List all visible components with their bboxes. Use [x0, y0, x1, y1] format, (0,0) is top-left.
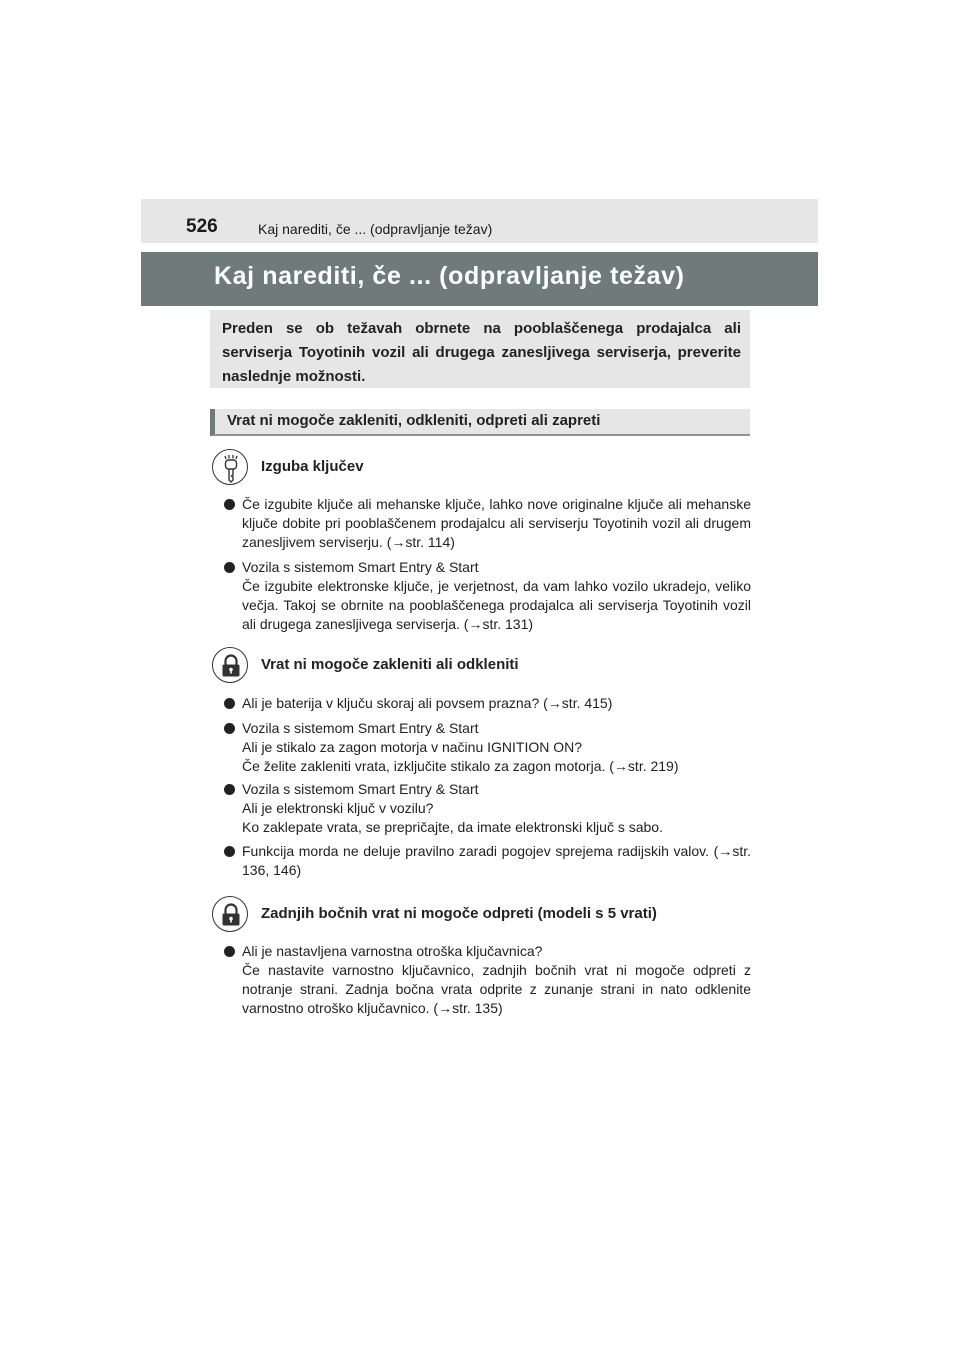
bullet-dot — [224, 946, 235, 957]
subsection-title: Izguba ključev — [261, 458, 364, 475]
key-icon — [212, 449, 248, 485]
bullet-text: Ali je nastavljena varnostna otroška ključavnica? Če nastavite varnostno ključavnico, zadnjih bočnih vrat ni mogoče odpreti z notranje strani. Zadnja bočna vrata odprite z zunanje strani in nato odklenite varnostno otroško ključavnico. (→str. 135) — [242, 943, 751, 1016]
bullet-dot — [224, 723, 235, 734]
bullet-text: Vozila s sistemom Smart Entry & Start Ali je elektronski ključ v vozilu? Ko zaklepate vrata, se prepričajte, da imate elektronski ključ s sabo. — [242, 781, 663, 835]
running-title: Kaj narediti, če ... (odpravljanje težav) — [258, 221, 493, 237]
intro-note: Preden se ob težavah obrnete na pooblaščenega prodajalca ali serviserja Toyotinih vozil ali drugega zanesljivega serviserja, preverite naslednje možnosti. — [210, 310, 750, 388]
padlock-icon — [212, 647, 248, 683]
bullet-dot — [224, 784, 235, 795]
bullet-text: Vozila s sistemom Smart Entry & Start Ali je stikalo za zagon motorja v načinu IGNITION ON? Če želite zakleniti vrata, izključite stikalo za zagon motorja. (→str. 219) — [242, 720, 679, 774]
bullet-dot — [224, 846, 235, 857]
bullet-dot — [224, 499, 235, 510]
page-title: Kaj narediti, če ... (odpravljanje težav) — [214, 262, 685, 290]
bullet-text: Funkcija morda ne deluje pravilno zaradi pogojev sprejema radijskih valov. (→str. 136, 146) — [242, 843, 751, 878]
bullet-text: Vozila s sistemom Smart Entry & Start Če izgubite elektronske ključe, je verjetnost, da vam lahko vozilo ukradejo, veliko večja. Takoj se obrnite na pooblaščenega prodajalca ali serviserja Toyotinih vozil ali drugega zanesljivega serviserja. (→str. 131) — [242, 559, 751, 632]
bullet-text: Ali je baterija v ključu skoraj ali povsem prazna? (→str. 415) — [242, 695, 613, 711]
page-number: 526 — [186, 216, 218, 237]
bullet-text: Če izgubite ključe ali mehanske ključe, lahko nove originalne ključe ali mehanske ključe dobite pri pooblaščenem prodajalcu ali serviserju Toyotinih vozil ali drugem zanesljivem serviserju. (→str. 114) — [242, 496, 751, 550]
subsection-title: Zadnjih bočnih vrat ni mogoče odpreti (modeli s 5 vrati) — [261, 905, 657, 922]
bullet-dot — [224, 562, 235, 573]
padlock-icon — [212, 896, 248, 932]
bullet-dot — [224, 698, 235, 709]
section-heading: Vrat ni mogoče zakleniti, odkleniti, odpreti ali zapreti — [210, 409, 750, 436]
subsection-title: Vrat ni mogoče zakleniti ali odkleniti — [261, 656, 519, 673]
